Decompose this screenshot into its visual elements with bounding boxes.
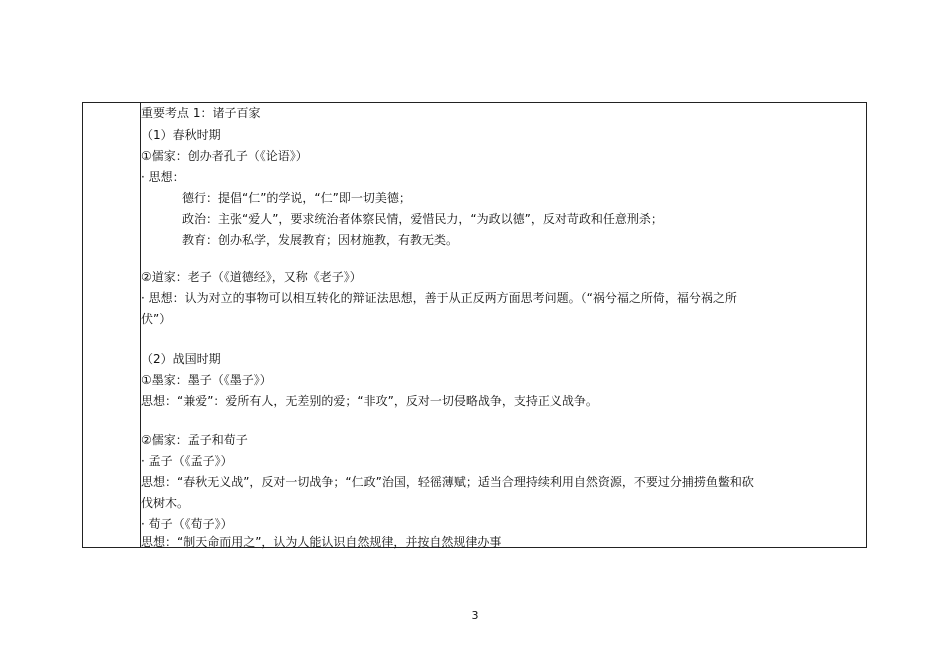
- content-table: [82, 102, 867, 548]
- mohist-title: ①墨家：墨子（《墨子》）: [141, 373, 272, 387]
- confucian-thought-label: · 思想：: [141, 170, 185, 184]
- taoist-title: ②道家：老子（《道德经》，又称《老子》）: [141, 270, 362, 284]
- confucian-ws-title: ②儒家：孟子和荀子: [141, 433, 248, 447]
- mencius-title: · 孟子（《孟子》）: [141, 454, 233, 468]
- confucian-virtue: 德行：提倡“仁”的学说，“仁”即一切美德；: [182, 191, 411, 205]
- xunzi-thought: 思想：“制天命而用之”，认为人能认识自然规律，并按自然规律办事: [141, 535, 502, 549]
- xunzi-title: · 荀子（《荀子》）: [141, 517, 233, 531]
- section-heading: 重要考点 1：诸子百家: [141, 106, 261, 120]
- spring-autumn-title: （1）春秋时期: [141, 128, 221, 142]
- mencius-thought-line2: 伐树木。: [141, 496, 190, 510]
- mohist-thought: 思想：“兼爱”：爱所有人，无差别的爱；“非攻”，反对一切侵略战争，支持正义战争。: [141, 394, 598, 408]
- page-number: 3: [471, 609, 479, 622]
- confucian-education: 教育：创办私学，发展教育；因材施教，有教无类。: [182, 233, 459, 247]
- warring-states-title: （2）战国时期: [141, 352, 221, 366]
- confucian-politics: 政治：主张“爱人”，要求统治者体察民情，爱惜民力，“为政以德”，反对苛政和任意刑杀；: [182, 212, 663, 226]
- confucian-title: ①儒家：创办者孔子（《论语》）: [141, 149, 308, 163]
- taoist-thought-line1: · 思想：认为对立的事物可以相互转化的辩证法思想，善于从正反两方面思考问题。（“祸兮福之所倚，福兮祸之所: [141, 291, 737, 305]
- taoist-thought-line2: 伏”）: [141, 312, 172, 326]
- mencius-thought-line1: 思想：“春秋无义战”，反对一切战争；“仁政”治国，轻徭薄赋；适当合理持续利用自然资源，不要过分捕捞鱼鳖和砍: [141, 475, 754, 489]
